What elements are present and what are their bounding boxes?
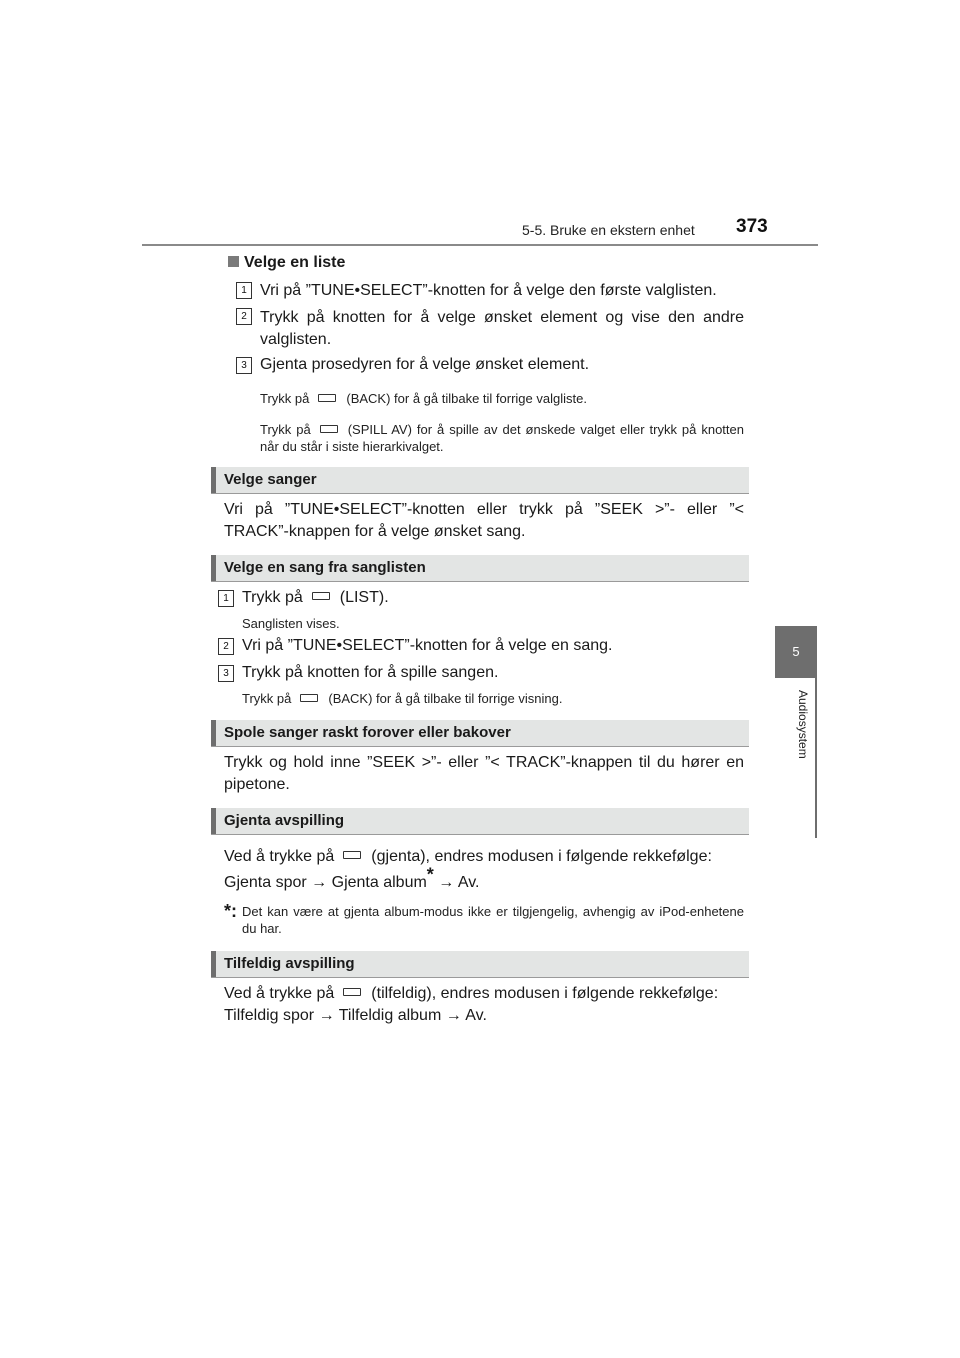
footnote-marker: * — [224, 901, 232, 921]
arrow-right-icon: → — [311, 874, 328, 891]
play-button-icon — [320, 425, 338, 433]
arrow-right-icon: → — [438, 874, 455, 891]
repeat-text — [224, 846, 744, 868]
step-number-1: 1 — [236, 282, 252, 299]
step-number-2: 2 — [218, 638, 234, 655]
list-button-icon — [312, 592, 330, 600]
section-header-fast-forward — [211, 720, 749, 747]
list-step-1-text: Vri på ”TUNE•SELECT”-knotten for å velge den første valglisten. — [260, 282, 717, 299]
step-number-3: 3 — [236, 357, 252, 374]
select-songs-text: Vri på ”TUNE•SELECT”-knotten eller trykk på ”SEEK >”- eller ”< TRACK”-knappen for å velge ønsket sang. — [224, 501, 744, 540]
repeat-button-icon — [343, 851, 361, 859]
section-title: Velge sanger — [224, 471, 317, 488]
section-header-shuffle — [211, 951, 749, 978]
page-number: 373 — [736, 216, 768, 237]
repeat-sequence — [224, 864, 744, 894]
list-section-title: Velge en liste — [244, 254, 346, 271]
note-suffix: (BACK) for å gå tilbake til forrige visning. — [328, 691, 563, 706]
shuffle-mode-album: Tilfeldig album — [338, 1007, 442, 1024]
song-list-step-3: Trykk på knotten for å spille sangen. — [242, 664, 499, 681]
footnote-asterisk: *: — [224, 901, 238, 921]
arrow-right-icon: → — [445, 1007, 462, 1024]
shuffle-button-icon — [343, 988, 361, 996]
fast-forward-text: Trykk og hold inne ”SEEK >”- eller ”< TRACK”-knappen til du hører en pipetone. — [224, 754, 744, 793]
shuffle-mode-track: Tilfeldig spor — [224, 1007, 315, 1024]
arrow-right-icon: → — [318, 1007, 335, 1024]
text-prefix: Ved å trykke på — [224, 848, 335, 865]
song-list-step-1-note: Sanglisten vises. — [242, 616, 340, 631]
section-title: Velge en sang fra sanglisten — [224, 559, 426, 576]
song-list-note-back — [242, 690, 742, 707]
header-section-title: 5-5. Bruke en ekstern enhet — [522, 222, 695, 238]
note-suffix: (SPILL AV) for å spille av det ønskede valget eller trykk på knotten når du står i siste hierarkivalget. — [260, 422, 744, 454]
list-note-play — [260, 421, 744, 455]
section-header-select-songs — [211, 467, 749, 494]
note-prefix: Trykk på — [242, 691, 292, 706]
header-divider — [142, 244, 818, 246]
repeat-mode-track: Gjenta spor — [224, 874, 307, 891]
section-title: Spole sanger raskt forover eller bakover — [224, 724, 511, 741]
section-header-repeat — [211, 808, 749, 835]
step-number-3: 3 — [218, 665, 234, 682]
note-prefix: Trykk på — [260, 422, 311, 437]
text-suffix: (gjenta), endres modusen i følgende rekkefølge: — [371, 848, 712, 865]
back-button-icon — [300, 694, 318, 702]
chapter-tab-line — [815, 678, 817, 838]
note-suffix: (BACK) for å gå tilbake til forrige valgliste. — [346, 391, 587, 406]
repeat-mode-album: Gjenta album — [331, 874, 427, 891]
text-prefix: Ved å trykke på — [224, 985, 335, 1002]
back-button-icon — [318, 394, 336, 402]
shuffle-text — [224, 983, 744, 1005]
list-note-back — [260, 390, 748, 407]
section-title: Gjenta avspilling — [224, 812, 345, 829]
section-header-song-list — [211, 555, 749, 582]
section-title: Tilfeldig avspilling — [224, 955, 355, 972]
list-step-3-text: Gjenta prosedyren for å velge ønsket element. — [260, 356, 590, 373]
chapter-tab-number: 5 — [775, 626, 817, 678]
step-number-2: 2 — [236, 308, 252, 325]
step-number-1: 1 — [218, 590, 234, 607]
repeat-mode-off: Av. — [457, 874, 480, 891]
list-step-2-text: Trykk på knotten for å velge ønsket element og vise den andre valglisten. — [260, 309, 744, 348]
square-bullet-icon — [228, 256, 239, 267]
step-prefix: Trykk på — [242, 589, 303, 606]
chapter-tab-label: Audiosystem — [796, 690, 810, 759]
song-list-step-1 — [242, 587, 742, 609]
shuffle-sequence — [224, 1005, 744, 1027]
song-list-step-2: Vri på ”TUNE•SELECT”-knotten for å velge en sang. — [242, 637, 613, 654]
note-prefix: Trykk på — [260, 391, 310, 406]
repeat-footnote: Det kan være at gjenta album-modus ikke er tilgjengelig, avhengig av iPod-enhetene du har. — [242, 904, 744, 936]
step-suffix: (LIST). — [339, 589, 389, 606]
text-suffix: (tilfeldig), endres modusen i følgende rekkefølge: — [371, 985, 719, 1002]
footnote-marker: * — [426, 864, 434, 885]
shuffle-mode-off: Av. — [465, 1007, 487, 1024]
